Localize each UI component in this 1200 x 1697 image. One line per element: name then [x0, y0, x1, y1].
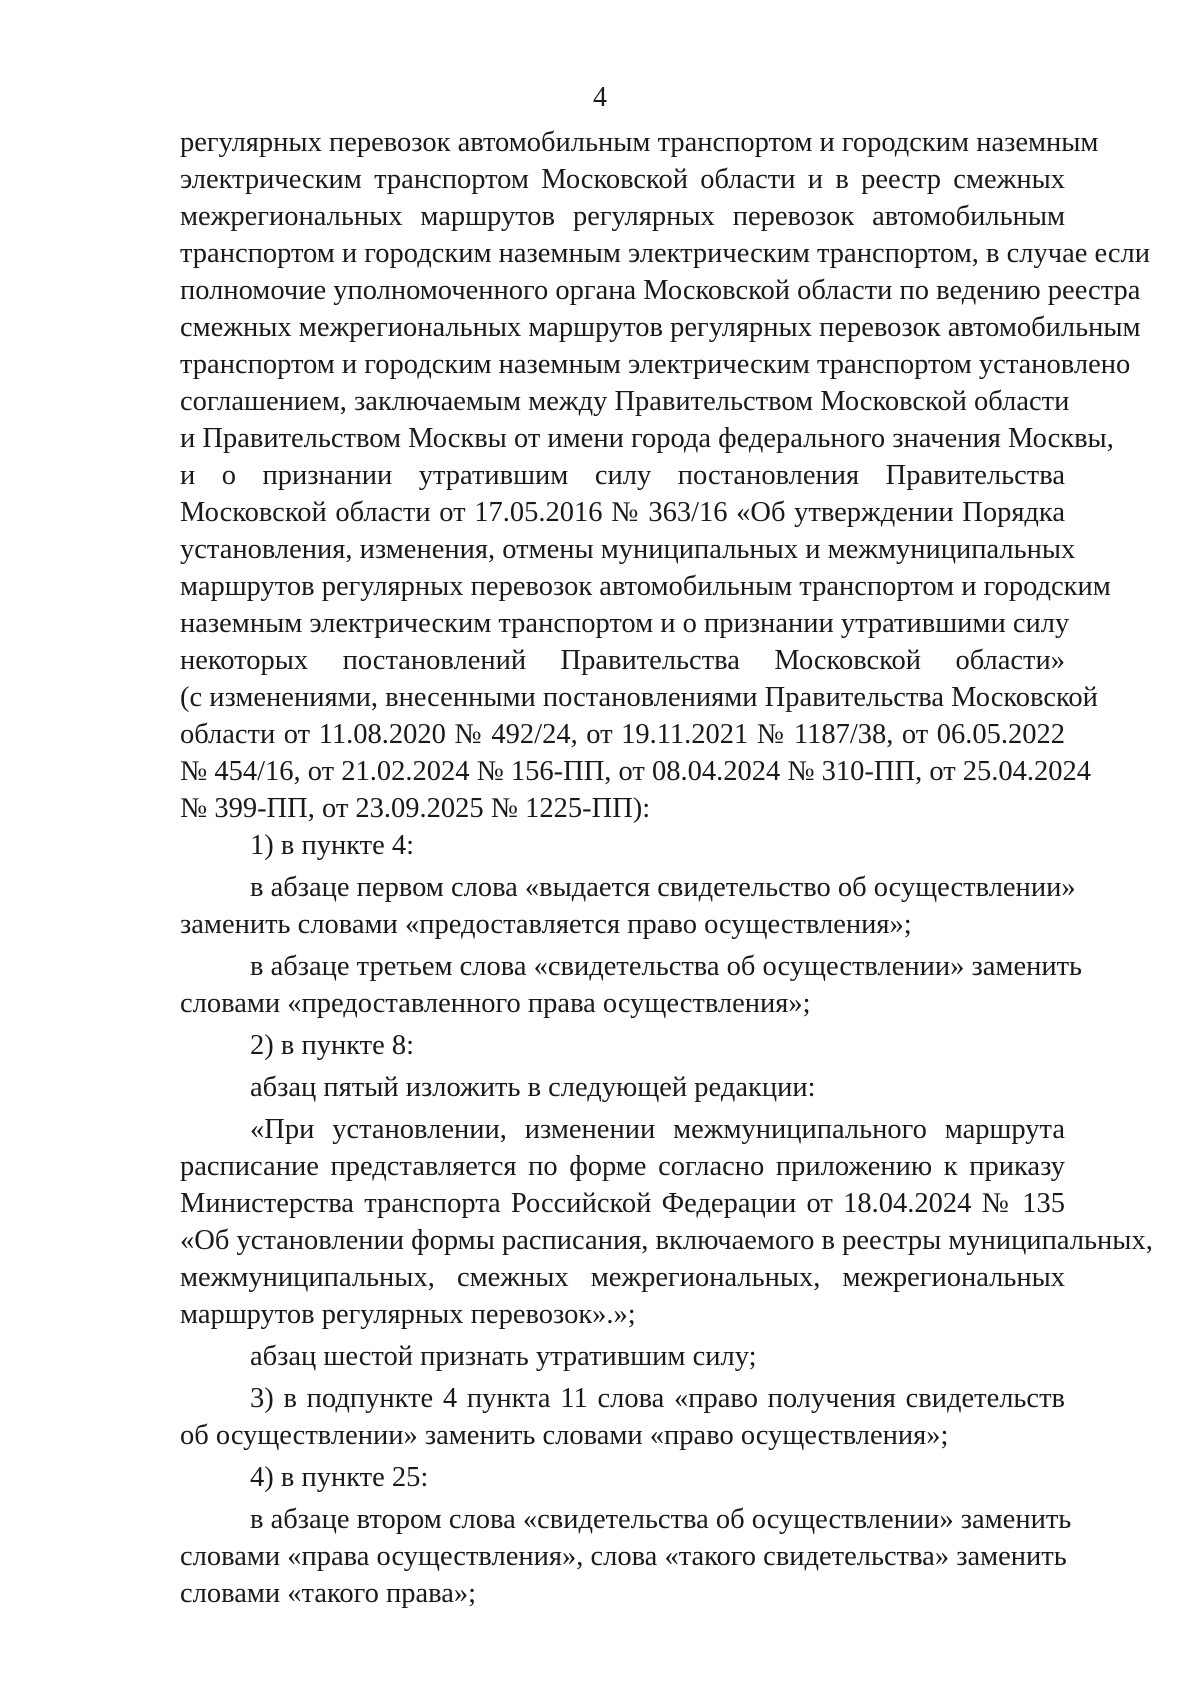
text-line: абзац шестой признать утратившим силу;	[250, 1341, 757, 1372]
text-line: заменить словами «предоставляется право осуществления»;	[180, 909, 912, 940]
text-line: в абзаце втором слова «свидетельства об осуществлении» заменить	[250, 1504, 1072, 1535]
text-line: электрическим транспортом Московской области и в реестр смежных	[180, 164, 1065, 195]
text-line: соглашением, заключаемым между Правительством Московской области	[180, 386, 1070, 417]
text-line: расписание представляется по форме согласно приложению к приказу	[180, 1151, 1065, 1182]
text-line: межрегиональных маршрутов регулярных перевозок автомобильным	[180, 201, 1065, 232]
page-number: 4	[593, 82, 607, 113]
text-line: маршрутов регулярных перевозок автомобильным транспортом и городским	[180, 571, 1111, 602]
text-line: Московской области от 17.05.2016 № 363/16 «Об утверждении Порядка	[180, 497, 1065, 528]
text-line: регулярных перевозок автомобильным транспортом и городским наземным	[180, 127, 1099, 158]
text-line: транспортом и городским наземным электрическим транспортом, в случае если	[180, 238, 1150, 269]
text-line: смежных межрегиональных маршрутов регулярных перевозок автомобильным	[180, 312, 1141, 343]
text-line: «При установлении, изменении межмуниципального маршрута	[250, 1114, 1065, 1145]
text-line: Министерства транспорта Российской Федерации от 18.04.2024 № 135	[180, 1188, 1065, 1219]
text-line: в абзаце первом слова «выдается свидетельство об осуществлении»	[250, 872, 1076, 903]
text-line: некоторых постановлений Правительства Московской области»	[180, 645, 1065, 676]
text-line: словами «права осуществления», слова «такого свидетельства» заменить	[180, 1541, 1067, 1572]
text-line: и о признании утратившим силу постановления Правительства	[180, 460, 1065, 491]
text-line: № 399-ПП, от 23.09.2025 № 1225-ПП):	[180, 793, 651, 824]
text-line: в абзаце третьем слова «свидетельства об осуществлении» заменить	[250, 951, 1083, 982]
text-line: межмуниципальных, смежных межрегиональных, межрегиональных	[180, 1262, 1065, 1293]
list-item-heading: 4) в пункте 25:	[250, 1462, 429, 1493]
text-line: наземным электрическим транспортом и о признании утратившими силу	[180, 608, 1070, 639]
text-line: транспортом и городским наземным электрическим транспортом установлено	[180, 349, 1131, 380]
text-line: словами «предоставленного права осуществления»;	[180, 988, 811, 1019]
text-line: «Об установлении формы расписания, включаемого в реестры муниципальных,	[180, 1225, 1153, 1256]
text-line: (с изменениями, внесенными постановлениями Правительства Московской	[180, 682, 1098, 713]
text-line: 3) в подпункте 4 пункта 11 слова «право получения свидетельств	[250, 1383, 1065, 1414]
text-line: маршрутов регулярных перевозок».»;	[180, 1299, 636, 1330]
text-line: абзац пятый изложить в следующей редакции:	[250, 1072, 816, 1103]
text-line: словами «такого права»;	[180, 1578, 477, 1609]
text-line: области от 11.08.2020 № 492/24, от 19.11.2021 № 1187/38, от 06.05.2022	[180, 719, 1065, 750]
list-item-heading: 1) в пункте 4:	[250, 830, 415, 861]
list-item-heading: 2) в пункте 8:	[250, 1030, 415, 1061]
text-line: № 454/16, от 21.02.2024 № 156-ПП, от 08.04.2024 № 310-ПП, от 25.04.2024	[180, 756, 1092, 787]
text-line: установления, изменения, отмены муниципальных и межмуниципальных	[180, 534, 1076, 565]
document-body	[180, 124, 1153, 1612]
text-line: полномочие уполномоченного органа Московской области по ведению реестра	[180, 275, 1141, 306]
text-line: об осуществлении» заменить словами «право осуществления»;	[180, 1420, 949, 1451]
text-line: и Правительством Москвы от имени города федерального значения Москвы,	[180, 423, 1114, 454]
